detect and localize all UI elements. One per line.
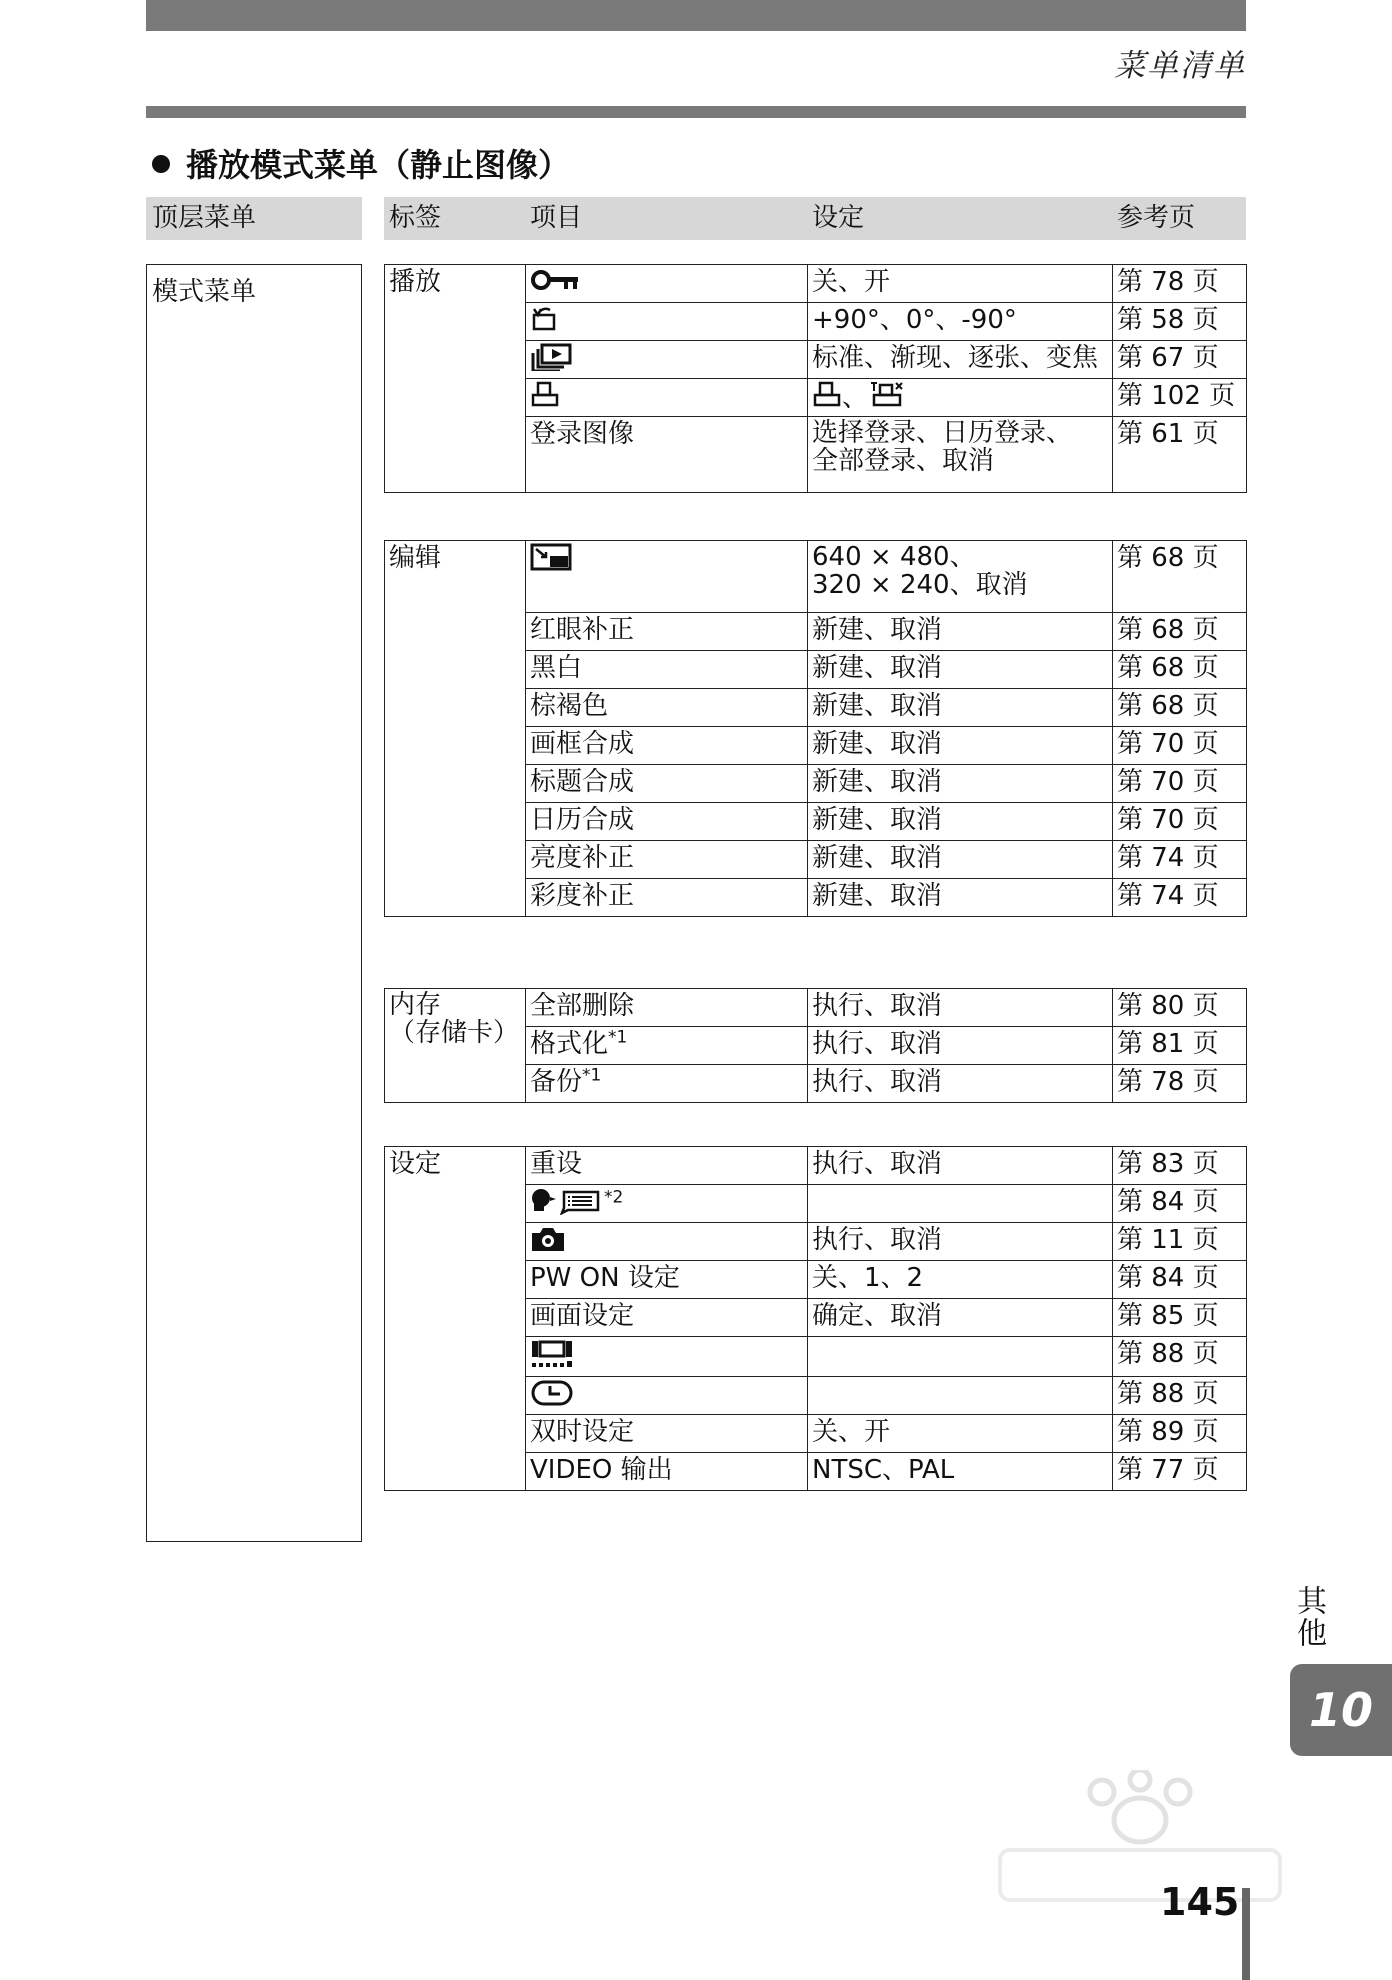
ref-cell: 第 67 页 bbox=[1113, 341, 1247, 379]
tab-cell-edit: 编辑 bbox=[385, 541, 526, 917]
column-setting-label: 设定 bbox=[812, 203, 865, 233]
section-title bbox=[152, 140, 570, 186]
setting-cell: 执行、取消 bbox=[808, 1147, 1113, 1185]
ref-cell: 第 61 页 bbox=[1113, 417, 1247, 493]
bullet-icon bbox=[152, 155, 170, 173]
item-cell bbox=[526, 1027, 808, 1065]
item-cell bbox=[526, 265, 808, 303]
footnote-mark: *1 bbox=[582, 1065, 602, 1086]
ref-cell: 第 58 页 bbox=[1113, 303, 1247, 341]
item-cell: 红眼补正 bbox=[526, 613, 808, 651]
ref-cell: 第 102 页 bbox=[1113, 379, 1247, 417]
top-menu-value: 模式菜单 bbox=[152, 277, 257, 307]
column-top-menu-label: 顶层菜单 bbox=[152, 203, 257, 233]
item-cell: 彩度补正 bbox=[526, 879, 808, 917]
setting-separator: 、 bbox=[842, 383, 869, 413]
camera-icon bbox=[530, 1225, 566, 1260]
setting-cell bbox=[808, 379, 1113, 417]
ref-cell: 第 77 页 bbox=[1113, 1453, 1247, 1491]
tab-cell-setup: 设定 bbox=[385, 1147, 526, 1491]
language-icon bbox=[530, 1187, 604, 1222]
tab-cell-play: 播放 bbox=[385, 265, 526, 493]
ref-cell: 第 78 页 bbox=[1113, 1065, 1247, 1103]
item-cell bbox=[526, 341, 808, 379]
ref-cell: 第 70 页 bbox=[1113, 727, 1247, 765]
item-cell: 双时设定 bbox=[526, 1415, 808, 1453]
item-cell: PW ON 设定 bbox=[526, 1261, 808, 1299]
item-cell bbox=[526, 1377, 808, 1415]
setting-cell: 新建、取消 bbox=[808, 689, 1113, 727]
memory-group-table bbox=[384, 988, 1247, 1103]
setting-cell: 执行、取消 bbox=[808, 1223, 1113, 1261]
column-item-label: 项目 bbox=[530, 203, 583, 233]
ref-cell: 第 85 页 bbox=[1113, 1299, 1247, 1337]
setting-cell: +90°、0°、-90° bbox=[808, 303, 1113, 341]
ref-cell: 第 11 页 bbox=[1113, 1223, 1247, 1261]
ref-cell: 第 70 页 bbox=[1113, 765, 1247, 803]
page-number-bar bbox=[1242, 1888, 1250, 1980]
setting-cell: 新建、取消 bbox=[808, 613, 1113, 651]
ref-cell: 第 74 页 bbox=[1113, 879, 1247, 917]
print-order-icon bbox=[530, 381, 560, 416]
item-cell: 日历合成 bbox=[526, 803, 808, 841]
table-row bbox=[385, 1147, 1247, 1185]
setting-cell: 新建、取消 bbox=[808, 803, 1113, 841]
ref-cell: 第 89 页 bbox=[1113, 1415, 1247, 1453]
print-all-icon bbox=[868, 381, 904, 416]
setting-cell: 执行、取消 bbox=[808, 989, 1113, 1027]
item-cell bbox=[526, 1337, 808, 1377]
ref-cell: 第 84 页 bbox=[1113, 1261, 1247, 1299]
column-reference-label: 参考页 bbox=[1117, 203, 1196, 233]
column-header-top-menu bbox=[146, 197, 362, 240]
setting-cell: 新建、取消 bbox=[808, 727, 1113, 765]
setting-cell: 新建、取消 bbox=[808, 879, 1113, 917]
ref-cell: 第 80 页 bbox=[1113, 989, 1247, 1027]
ref-cell: 第 83 页 bbox=[1113, 1147, 1247, 1185]
item-cell bbox=[526, 541, 808, 613]
resize-icon bbox=[530, 543, 572, 578]
item-cell: 标题合成 bbox=[526, 765, 808, 803]
setting-cell: 关、开 bbox=[808, 1415, 1113, 1453]
header-rule bbox=[146, 106, 1246, 118]
item-cell: 黑白 bbox=[526, 651, 808, 689]
section-title-text: 播放模式菜单（静止图像） bbox=[186, 146, 571, 184]
item-cell: 棕褐色 bbox=[526, 689, 808, 727]
setting-cell: 关、1、2 bbox=[808, 1261, 1113, 1299]
item-cell: VIDEO 输出 bbox=[526, 1453, 808, 1491]
ref-cell: 第 84 页 bbox=[1113, 1185, 1247, 1223]
setting-cell bbox=[808, 1185, 1113, 1223]
setting-cell bbox=[808, 417, 1113, 493]
setting-cell bbox=[808, 541, 1113, 613]
item-cell bbox=[526, 1223, 808, 1261]
protect-icon bbox=[530, 267, 582, 300]
item-label: 格式化 bbox=[530, 1029, 609, 1059]
ref-cell: 第 74 页 bbox=[1113, 841, 1247, 879]
clock-icon bbox=[530, 1379, 574, 1414]
monitor-brightness-icon bbox=[530, 1339, 574, 1376]
column-tab-label: 标签 bbox=[389, 203, 442, 233]
table-row bbox=[385, 541, 1247, 613]
item-cell: 全部删除 bbox=[526, 989, 808, 1027]
table-row bbox=[385, 989, 1247, 1027]
tab-label-line: 内存 bbox=[389, 990, 442, 1020]
setting-cell: 执行、取消 bbox=[808, 1027, 1113, 1065]
tab-cell-memory bbox=[385, 989, 526, 1103]
chapter-number: 10 bbox=[1308, 1683, 1373, 1737]
setting-cell: 确定、取消 bbox=[808, 1299, 1113, 1337]
item-cell bbox=[526, 379, 808, 417]
setting-cell: 关、开 bbox=[808, 265, 1113, 303]
ref-cell: 第 78 页 bbox=[1113, 265, 1247, 303]
setting-cell bbox=[808, 1377, 1113, 1415]
item-cell bbox=[526, 1065, 808, 1103]
item-cell: 亮度补正 bbox=[526, 841, 808, 879]
item-cell: 重设 bbox=[526, 1147, 808, 1185]
page-number: 145 bbox=[1160, 1880, 1240, 1924]
ref-cell: 第 81 页 bbox=[1113, 1027, 1247, 1065]
setting-cell: 新建、取消 bbox=[808, 651, 1113, 689]
setting-cell: 新建、取消 bbox=[808, 841, 1113, 879]
item-cell: 画面设定 bbox=[526, 1299, 808, 1337]
ref-cell: 第 68 页 bbox=[1113, 613, 1247, 651]
item-cell: 画框合成 bbox=[526, 727, 808, 765]
edit-group-table bbox=[384, 540, 1247, 917]
setting-line: 选择登录、日历登录、 bbox=[812, 418, 1073, 448]
setting-line: 全部登录、取消 bbox=[812, 446, 995, 476]
ref-cell: 第 70 页 bbox=[1113, 803, 1247, 841]
setting-line: 320 × 240、取消 bbox=[812, 570, 1028, 600]
chapter-tab bbox=[1290, 1664, 1392, 1756]
footnote-mark: *2 bbox=[604, 1187, 624, 1208]
print-single-icon bbox=[812, 381, 842, 416]
setting-cell: 执行、取消 bbox=[808, 1065, 1113, 1103]
ref-cell: 第 88 页 bbox=[1113, 1337, 1247, 1377]
play-group-table bbox=[384, 264, 1247, 493]
setting-cell: 新建、取消 bbox=[808, 765, 1113, 803]
item-cell bbox=[526, 1185, 808, 1223]
setup-group-table bbox=[384, 1146, 1247, 1491]
chapter-label: 其他 bbox=[1291, 1585, 1326, 1649]
header-bar bbox=[146, 0, 1246, 31]
setting-cell: NTSC、PAL bbox=[808, 1453, 1113, 1491]
tab-label-line: （存储卡） bbox=[389, 1018, 520, 1048]
item-cell bbox=[526, 303, 808, 341]
footnote-mark: *1 bbox=[608, 1027, 628, 1048]
setting-cell bbox=[808, 1337, 1113, 1377]
ref-cell: 第 68 页 bbox=[1113, 689, 1247, 727]
running-title: 菜单清单 bbox=[1114, 48, 1246, 84]
table-row bbox=[385, 265, 1247, 303]
column-header-main bbox=[384, 197, 1246, 240]
ref-cell: 第 68 页 bbox=[1113, 541, 1247, 613]
ref-cell: 第 68 页 bbox=[1113, 651, 1247, 689]
rotate-icon bbox=[530, 305, 560, 340]
slideshow-icon bbox=[530, 343, 574, 378]
setting-cell: 标准、渐现、逐张、变焦 bbox=[808, 341, 1113, 379]
top-menu-cell bbox=[146, 264, 362, 1542]
ref-cell: 第 88 页 bbox=[1113, 1377, 1247, 1415]
setting-line: 640 × 480、 bbox=[812, 542, 976, 572]
item-cell: 登录图像 bbox=[526, 417, 808, 493]
item-label: 备份 bbox=[530, 1067, 583, 1097]
